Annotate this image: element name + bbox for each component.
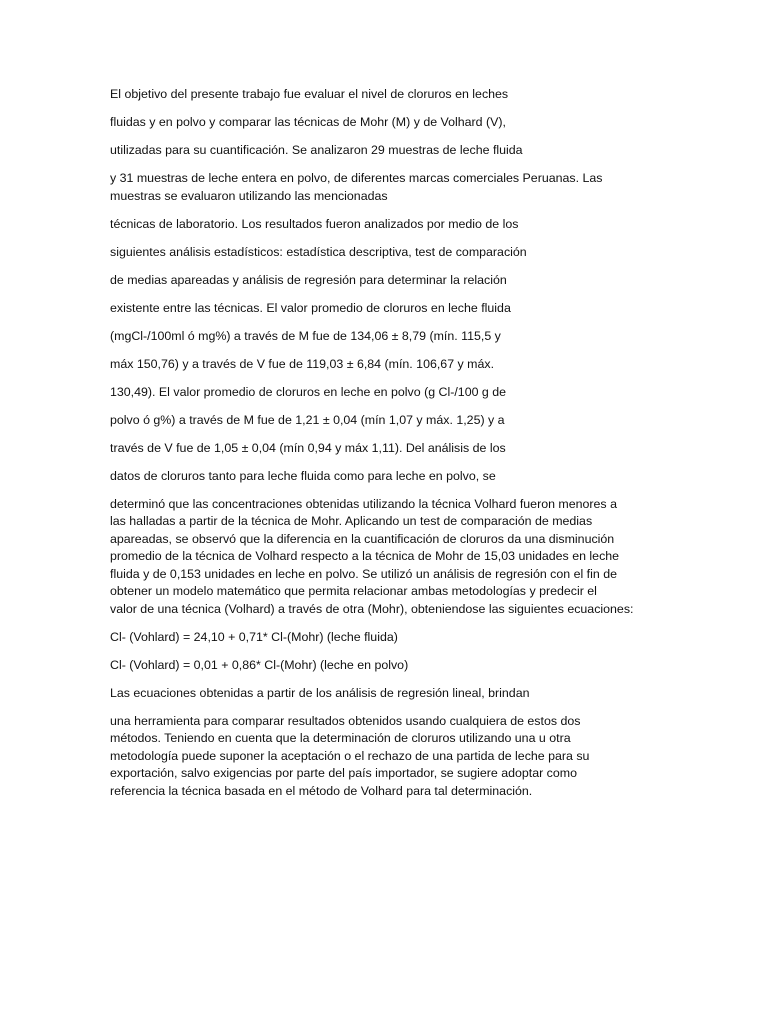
text-line: Cl- (Vohlard) = 0,01 + 0,86* Cl-(Mohr) (leche en polvo) bbox=[110, 657, 409, 672]
text-line: Cl- (Vohlard) = 24,10 + 0,71* Cl-(Mohr) (leche fluida) bbox=[110, 629, 398, 644]
text-line: una herramienta para comparar resultados obtenidos usando cualquiera de estos dos bbox=[110, 713, 581, 728]
text-line: 130,49). El valor promedio de cloruros en leche en polvo (g Cl-/100 g de bbox=[110, 384, 507, 399]
paragraph bbox=[110, 170, 670, 205]
paragraph bbox=[110, 468, 670, 486]
text-line: y 31 muestras de leche entera en polvo, de diferentes marcas comerciales Peruanas. Las bbox=[110, 171, 603, 185]
paragraph bbox=[110, 440, 670, 458]
text-line: exportación, salvo exigencias por parte del país importador, se sugiere adoptar como bbox=[110, 766, 577, 780]
text-line: promedio de la técnica de Volhard respecto a la técnica de Mohr de 15,03 unidades en leche bbox=[110, 549, 620, 563]
paragraph bbox=[110, 657, 670, 675]
text-line: determinó que las concentraciones obtenidas utilizando la técnica Volhard fueron menores a bbox=[110, 496, 617, 511]
paragraph bbox=[110, 713, 670, 801]
paragraph bbox=[110, 300, 670, 318]
text-line: metodología puede suponer la aceptación o el rechazo de una partida de leche para su bbox=[110, 748, 590, 763]
text-line: referencia la técnica basada en el método de Volhard para tal determinación. bbox=[110, 783, 533, 798]
paragraph bbox=[110, 216, 670, 234]
text-line: través de V fue de 1,05 ± 0,04 (mín 0,94 y máx 1,11). Del análisis de los bbox=[110, 440, 506, 455]
text-line: fluidas y en polvo y comparar las técnicas de Mohr (M) y de Volhard (V), bbox=[110, 115, 506, 129]
paragraph bbox=[110, 328, 670, 346]
text-line: (mgCl-/100ml ó mg%) a través de M fue de 134,06 ± 8,79 (mín. 115,5 y bbox=[110, 328, 501, 343]
text-line: siguientes análisis estadísticos: estadística descriptiva, test de comparación bbox=[110, 244, 527, 259]
document-page bbox=[110, 86, 670, 811]
text-line: técnicas de laboratorio. Los resultados fueron analizados por medio de los bbox=[110, 216, 519, 231]
paragraph bbox=[110, 384, 670, 402]
paragraph bbox=[110, 142, 670, 160]
paragraph bbox=[110, 114, 670, 132]
text-line: máx 150,76) y a través de V fue de 119,03 ± 6,84 (mín. 106,67 y máx. bbox=[110, 356, 495, 371]
text-line: El objetivo del presente trabajo fue evaluar el nivel de cloruros en leches bbox=[110, 87, 509, 101]
text-line: fluida y de 0,153 unidades en leche en polvo. Se utilizó un análisis de regresión con el fin de bbox=[110, 566, 617, 581]
text-line: existente entre las técnicas. El valor promedio de cloruros en leche fluida bbox=[110, 300, 511, 315]
paragraph bbox=[110, 685, 670, 703]
paragraph bbox=[110, 356, 670, 374]
text-line: datos de cloruros tanto para leche fluida como para leche en polvo, se bbox=[110, 468, 496, 483]
text-line: de medias apareadas y análisis de regresión para determinar la relación bbox=[110, 272, 507, 287]
paragraph bbox=[110, 629, 670, 647]
text-line: utilizadas para su cuantificación. Se analizaron 29 muestras de leche fluida bbox=[110, 143, 523, 157]
text-line: polvo ó g%) a través de M fue de 1,21 ± 0,04 (mín 1,07 y máx. 1,25) y a bbox=[110, 412, 505, 427]
paragraph bbox=[110, 86, 670, 104]
paragraph bbox=[110, 244, 670, 262]
paragraph bbox=[110, 412, 670, 430]
text-line: apareadas, se observó que la diferencia en la cuantificación de cloruros da una disminución bbox=[110, 531, 615, 546]
text-line: muestras se evaluaron utilizando las mencionadas bbox=[110, 188, 388, 203]
text-line: Las ecuaciones obtenidas a partir de los análisis de regresión lineal, brindan bbox=[110, 685, 530, 700]
text-line: obtener un modelo matemático que permita relacionar ambas metodologías y predecir el bbox=[110, 584, 597, 598]
text-line: valor de una técnica (Volhard) a través de otra (Mohr), obteniendose las siguientes ecuaciones: bbox=[110, 601, 634, 616]
text-line: métodos. Teniendo en cuenta que la determinación de cloruros utilizando una u otra bbox=[110, 731, 571, 745]
paragraph bbox=[110, 496, 670, 619]
text-line: las halladas a partir de la técnica de Mohr. Aplicando un test de comparación de medias bbox=[110, 514, 593, 528]
paragraph bbox=[110, 272, 670, 290]
